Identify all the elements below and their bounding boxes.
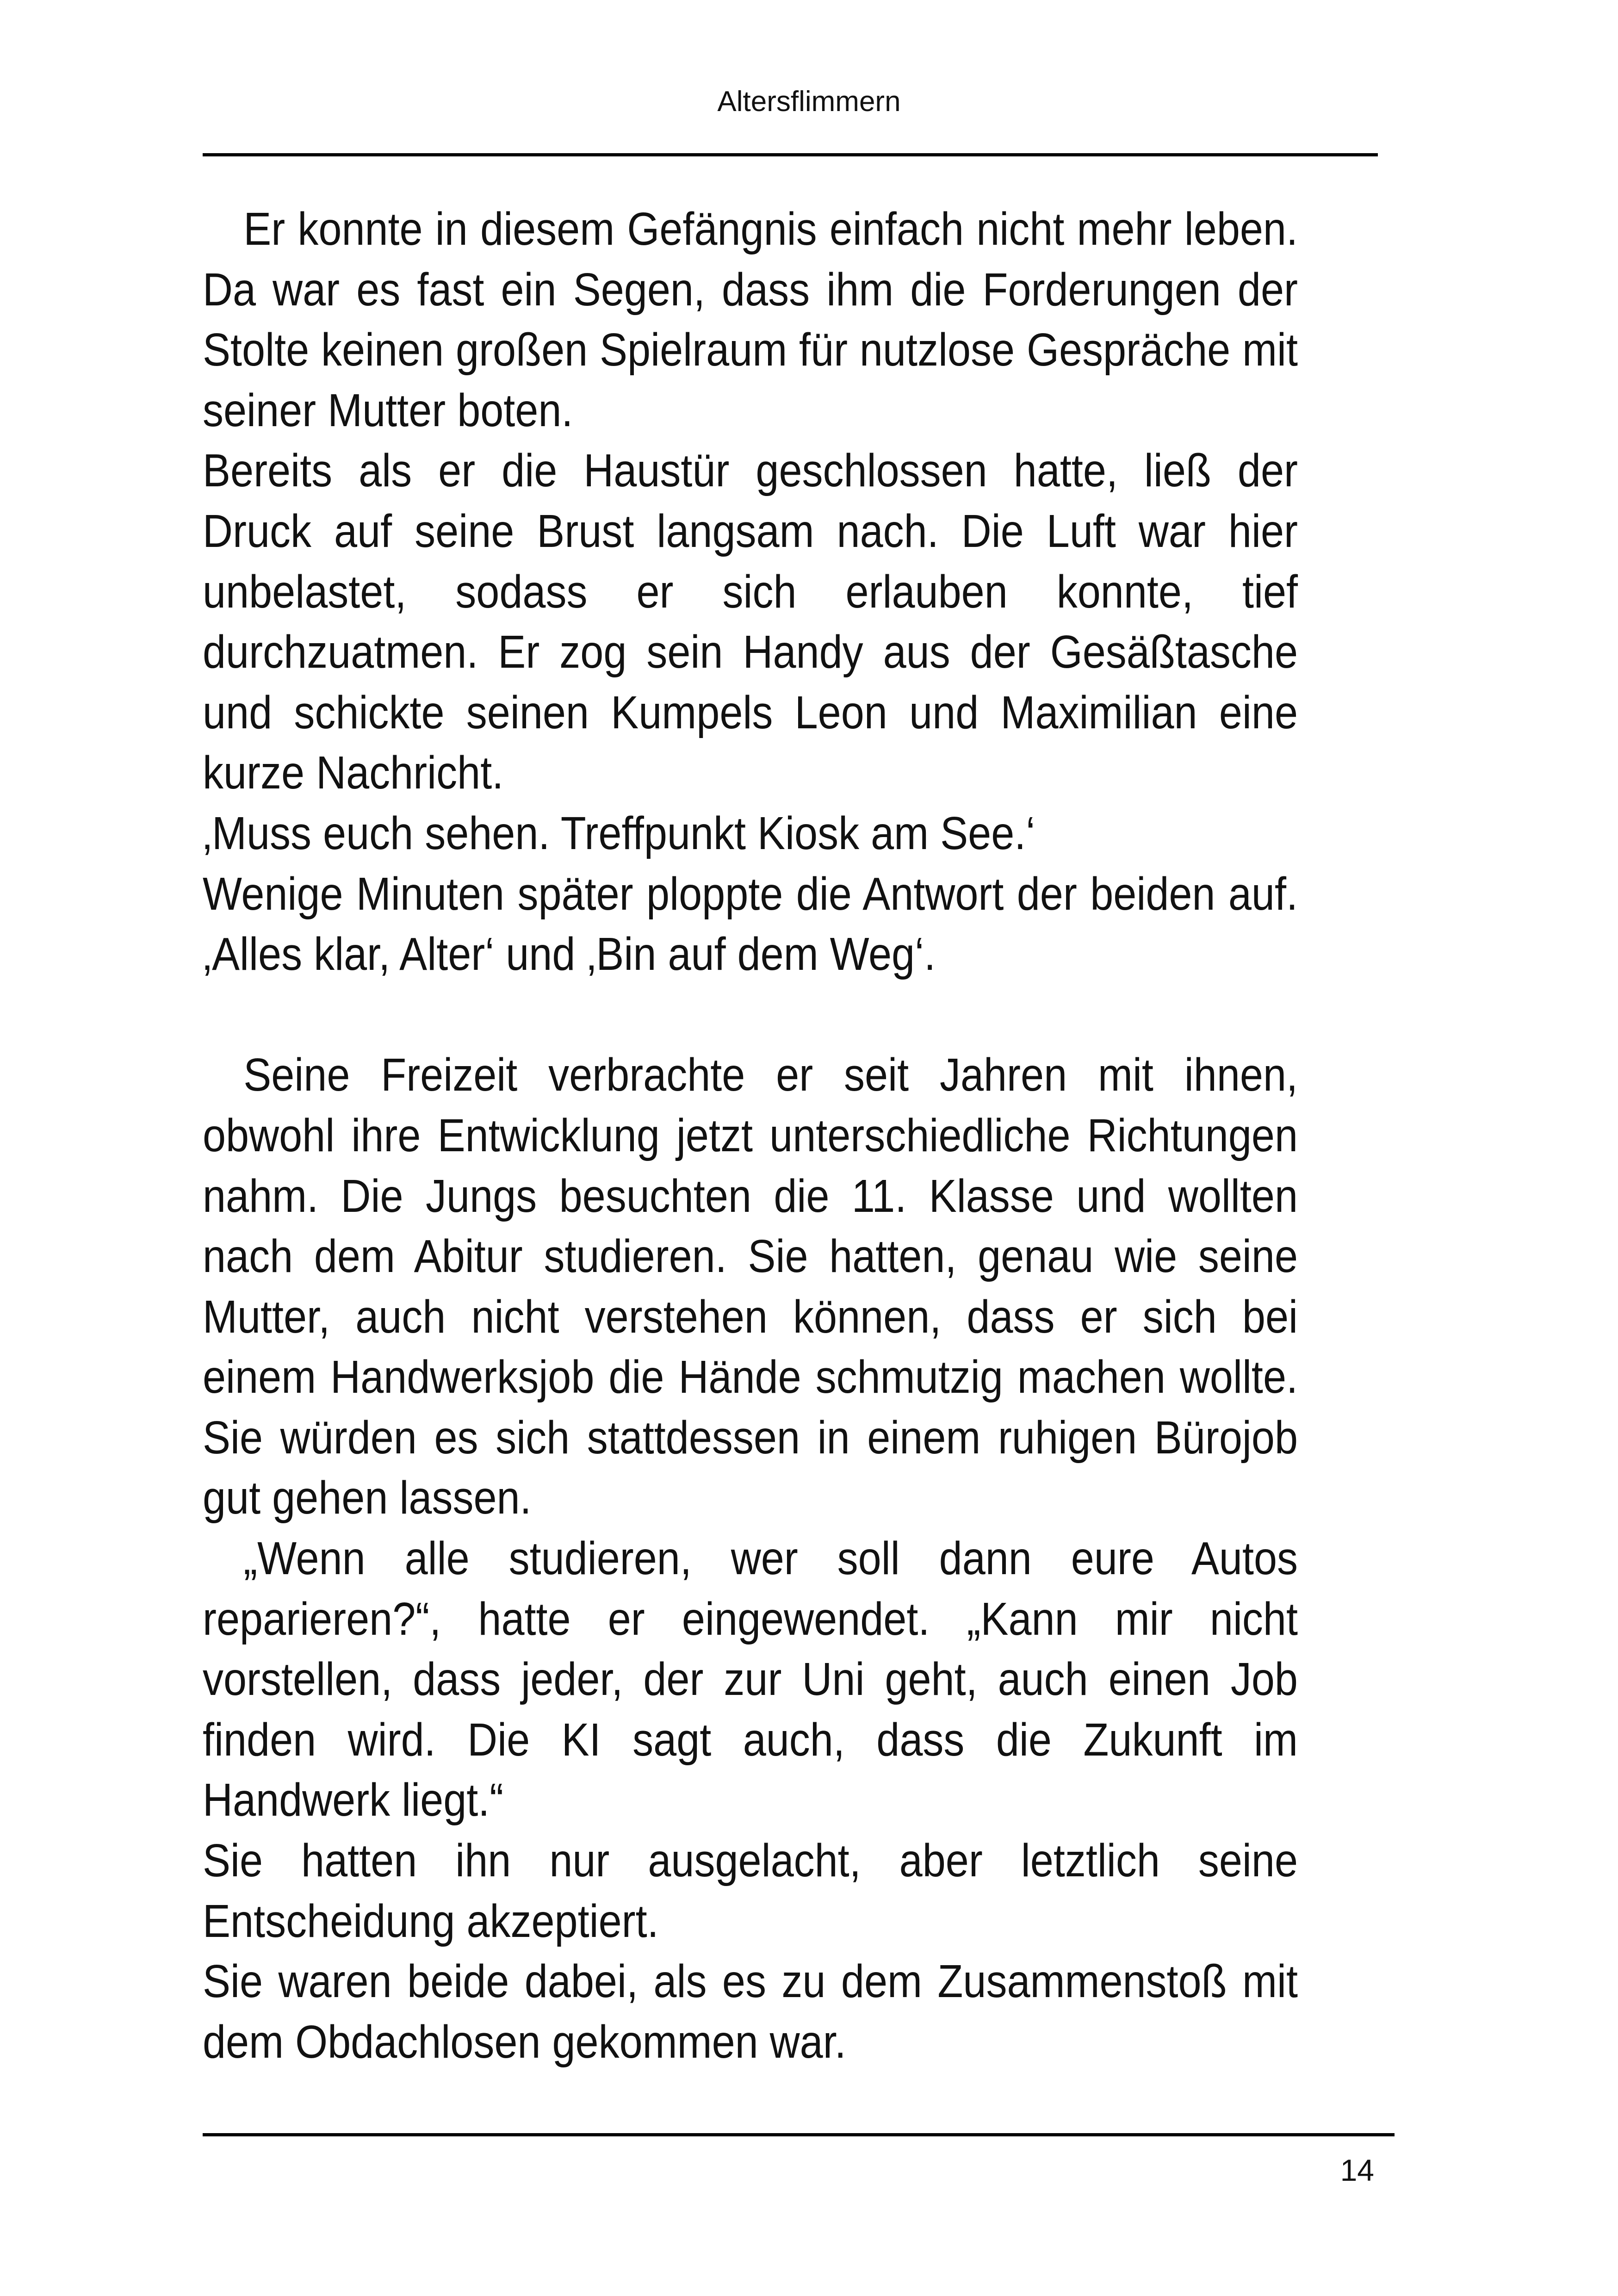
paragraph: Seine Freizeit verbrachte er seit Jahren mit ihnen, obwohl ihre Entwicklung jetzt unterschiedliche Richtungen nahm. Die Jungs besuchten die 11. Klasse und wollten nach dem Abitur studieren. Sie hatten, genau wie seine Mutter, auch nicht verstehen können, dass er sich bei einem Handwerksjob die Hände schmutzig machen wollte. Sie würden es sich stattdessen in einem ruhigen Bürojob gut gehen lassen. [203,1049,1298,1524]
paragraph: Wenige Minuten später ploppte die Antwort der beiden auf. ‚Alles klar, Alter‘ und ‚Bin auf dem Weg‘. [203,868,1298,980]
page-number: 14 [1340,2153,1374,2187]
paragraph: Bereits als er die Haustür geschlossen hatte, ließ der Druck auf seine Brust langsam nach. Die Luft war hier unbelastet, sodass er sich erlauben konnte, tief durchzuatmen. Er zog sein Handy aus der Gesäßtasche und schickte seinen Kumpels Leon und Maximilian eine kurze Nachricht. [203,445,1298,799]
paragraph: Sie hatten ihn nur ausgelacht, aber letztlich seine Entscheidung akzeptiert. [203,1835,1298,1947]
paragraph: ‚Muss euch sehen. Treffpunkt Kiosk am See.‘ [203,807,1035,859]
footer-rule [203,2133,1395,2136]
running-header-title: Altersflimmern [717,86,901,118]
paragraph-gap [203,985,1298,1045]
body-text [203,199,1298,2072]
paragraph: Er konnte in diesem Gefängnis einfach nicht mehr leben. Da war es fast ein Segen, dass ihm die Forderungen der Stolte keinen großen Spielraum für nutzlose Gespräche mit seiner Mutter boten. [203,203,1298,436]
paragraph: Sie waren beide dabei, als es zu dem Zusammenstoß mit dem Obdachlosen gekommen war. [203,1955,1298,2068]
header-rule [203,153,1378,156]
paragraph: „Wenn alle studieren, wer soll dann eure Autos reparieren?“, hatte er eingewendet. „Kann mir nicht vorstellen, dass jeder, der zur Uni geht, auch einen Job finden wird. Die KI sagt auch, dass die Zukunft im Handwerk liegt.“ [203,1533,1298,1826]
